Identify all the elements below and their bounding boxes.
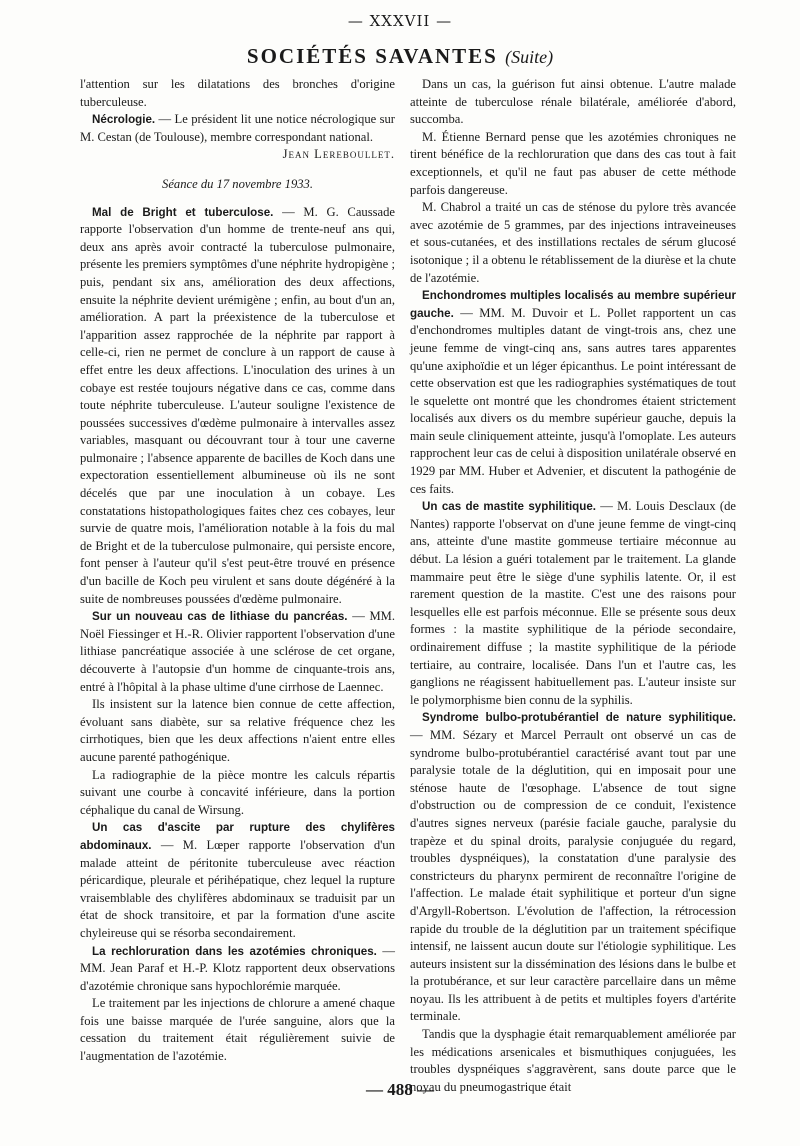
paragraph-text: — M. Louis Desclaux (de Nantes) rapporte l'observat on d'une jeune femme de vingt-cinq ans, atteinte d'une mastite gommeuse tertiaire méconnue au début. La lésion a guéri totalement par le traitement. La glande mammaire peut être le siège d'une syphilis latente. Or, il est rarement question de la mastite. C'est une des raisons pour lesquelles elle est parfois méconnue. Elle se présente sous deux formes : la mastite syphilitique de la période secondaire, ordinairement diffuse ; la mastite syphilitique de la période tertiaire, au contraire, localisée. Dans l'un et l'autre cas, les ganglions ne réagissent habituellement pas. L'auteur insiste sur le polymorphisme bien connu de la syphilis.: [410, 499, 736, 707]
paragraph-rechloruration: [80, 943, 395, 996]
seance-date: Séance du 17 novembre 1933.: [162, 176, 313, 191]
paragraph: l'attention sur les dilatations des bronches d'origine tuberculeuse.: [80, 77, 395, 109]
paragraph-text: — Le président lit une notice nécrologique sur M. Cestan (de Toulouse), membre correspondant national.: [80, 112, 395, 144]
paragraph-syndrome: [410, 709, 736, 1026]
paragraph-bright: [80, 204, 395, 609]
paragraph-text: — M. G. Caussade rapporte l'observation d'un homme de trente-neuf ans qui, deux ans après avoir contracté la tuberculose pulmonaire, présente les premiers symptômes d'une néphrite hydropigène ; puis, pendant six ans, amélioration des deux affections, ensuite la néphrite devient urémigène ; enfin, au bout d'un an, amélioration. A part la préexistence de la tuberculose et l'apparition assez rapprochée de la néphrite par rapport à celle-ci, rien ne permet de conclure à un rapport de cause à effet entre les deux affections. L'inoculation des urines à un cobaye est restée toujours négative dans ce cas, comme dans toute néphrite tuberculeuse. L'auteur souligne l'existence de poussées successives d'œdème pulmonaire à intervalles assez variables, masquant ou découvrant tour à tour une caverne pulmonaire ; l'absence apparente de bacilles de Koch dans une expectoration essentiellement albumineuse où ils ne sont décelés que par une inoculation à un cobaye. Les constatations histopathologiques faites chez ces cobayes, leur survie de quatre mois, l'amélioration notable à la fois du mal de Bright et de la tuberculose pulmonaire, qui persiste encore, font penser à l'auteur qu'il s'est peut-être trouvé en présence d'un bacille de Koch peu virulent et sans doute dégénéré à la suite de nombreuses poussées d'œdème pulmonaire.: [80, 204, 395, 606]
paragraph-pancreas: [80, 608, 395, 696]
right-column: [410, 76, 736, 1094]
paragraph-text: — M. Lœper rapporte l'observation d'un malade atteint de péritonite tuberculeuse avec réaction péricardique, pleurale et périhépatique, chez lequel la rupture vraisemblable des chylifères abdominaux se traduisit par un état de shock transitoire, et par la formation d'une ascite chyleireuse qui se résorba secondairement.: [80, 837, 395, 940]
page-number: — 488 —: [366, 1080, 434, 1099]
paragraph: Tandis que la dysphagie était remarquablement améliorée par les médications arsenicales et bismuthiques conjuguées, les troubles dyspnéiques s'aggravèrent, sans doute parce que le noyau du pneumogastrique était: [410, 1027, 736, 1094]
paragraph: Ils insistent sur la latence bien connue de cette affection, évoluant sans diabète, sur sa relative fréquence chez les cirrhotiques, bien que les deux affections n'aient entre elles aucune parenté pathogénique.: [80, 697, 395, 764]
title-main: SOCIÉTÉS SAVANTES: [246, 44, 498, 68]
section-heading: Sur un nouveau cas de lithiase du pancréas.: [92, 610, 348, 624]
section-heading: Enchondromes multiples localisés au membre supérieur gauche.: [410, 289, 736, 320]
paragraph-text: — MM. Jean Paraf et H.-P. Klotz rapportent deux observations d'azotémie chronique sans hypochlorémie marquée.: [80, 943, 395, 993]
section-heading: La rechloruration dans les azotémies chroniques.: [92, 944, 377, 958]
paragraph-text: — MM. Noël Fiessinger et H.-R. Olivier rapportent l'observation d'une lithiase pancréatique associée à une sclérose de cet organe, découverte à l'autopsie d'un homme de cinquante-trois ans, entré à l'hôpital à la phase ultime d'une cirrhose de Laennec.: [80, 609, 395, 694]
paragraph: Dans un cas, la guérison fut ainsi obtenue. L'autre malade atteinte de tuberculose rénale bilatérale, améliorée d'abord, succomba.: [410, 77, 736, 127]
page-title: [0, 44, 800, 69]
signature: Jean Lereboullet.: [282, 147, 395, 162]
paragraph-ascite: [80, 819, 395, 942]
section-heading: Un cas d'ascite par rupture des chylifères abdominaux.: [80, 821, 395, 852]
section-heading: Syndrome bulbo-protubérantiel de nature syphilitique.: [422, 711, 736, 725]
paragraph: M. Chabrol a traité un cas de sténose du pylore très avancée avec azotémie de 5 grammes, par des injections intraveineuses et sous-cutanées, et des instillations rectales de sérum glucosé isotonique ; il a obtenu le rétablissement de la diurèse et la chute de l'azotémie.: [410, 200, 736, 285]
paragraph-enchondromes: [410, 287, 736, 498]
paragraph-text: — MM. Sézary et Marcel Perrault ont observé un cas de syndrome bulbo-protubérantiel caractérisé avant tout par une paralysie totale de la déglutition, qui en imposait pour une sténose haute de l'œsophage. L'absence de tout signe d'obstruction ou de compression de ce conduit, l'existence d'autres signes nerveux (parésie faciale gauche, paralysie du trapèze et du spinal droits, paralysie conjuguée du regard, troubles dyspnéiques), la constatation d'une paralysie des constricteurs du pharynx permirent de reconnaître l'origine de l'affection. Le malade était syphilitique et porteur d'un signe d'Argyll-Robertson. L'évolution de l'affection, la rétrocession rapide du trouble de la déglutition par un traitement spécifique intensif, ne laissent aucun doute sur l'étiologie syphilitique. Les auteurs insistent sur la dissémination des lésions dans le bulbe et la protubérance, et sur leur caractère parcellaire dans un même noyau. Ils les attribuent à de petits et multiples foyers d'artérite terminale.: [410, 727, 736, 1024]
paragraph: Le traitement par les injections de chlorure a amené chaque fois une baisse marquée de l'urée sanguine, alors que la cessation du traitement était régulièrement suivie de l'augmentation de l'azotémie.: [80, 996, 395, 1064]
paragraph: M. Étienne Bernard pense que les azotémies chroniques ne tirent bénéfice de la rechloruration que dans des cas tout à fait exceptionnels, et qu'il ne faut pas abuser de cette méthode parfois dangereuse.: [410, 129, 736, 197]
roman-page-number: — XXXVII —: [347, 12, 453, 30]
section-heading: Nécrologie.: [92, 113, 156, 127]
paragraph-necrologie: [80, 111, 395, 164]
paragraph-text: — MM. M. Duvoir et L. Pollet rapportent un cas d'enchondromes multiples datant de vingt-trois ans, chez une jeune femme de vingt-cinq ans, sans autres tares apparentes qu'une axiphoïdie et un léger épicanthus. Le point intéressant de cette observation est que les radiographies systématiques de tout le squelette ont montré que les chondromes étaient strictement localisés aux divers os du membre supérieur gauche, depuis la main seule cliniquement atteinte, jusqu'à l'omoplate. Les auteurs rapprochent leur cas de celui à disposition unilatérale observé en 1929 par MM. Huber et Advenier, et discutent la pathogénie de ces faits.: [410, 305, 736, 496]
paragraph: La radiographie de la pièce montre les calculs répartis suivant une courbe à concavité inférieure, dans la portion céphalique du canal de Wirsung.: [80, 767, 395, 817]
section-heading: Un cas de mastite syphilitique.: [422, 500, 596, 514]
section-heading: Mal de Bright et tuberculose.: [92, 205, 274, 219]
left-column: [80, 76, 395, 1076]
title-suffix: (Suite): [505, 47, 554, 67]
paragraph-mastite: [410, 498, 736, 709]
